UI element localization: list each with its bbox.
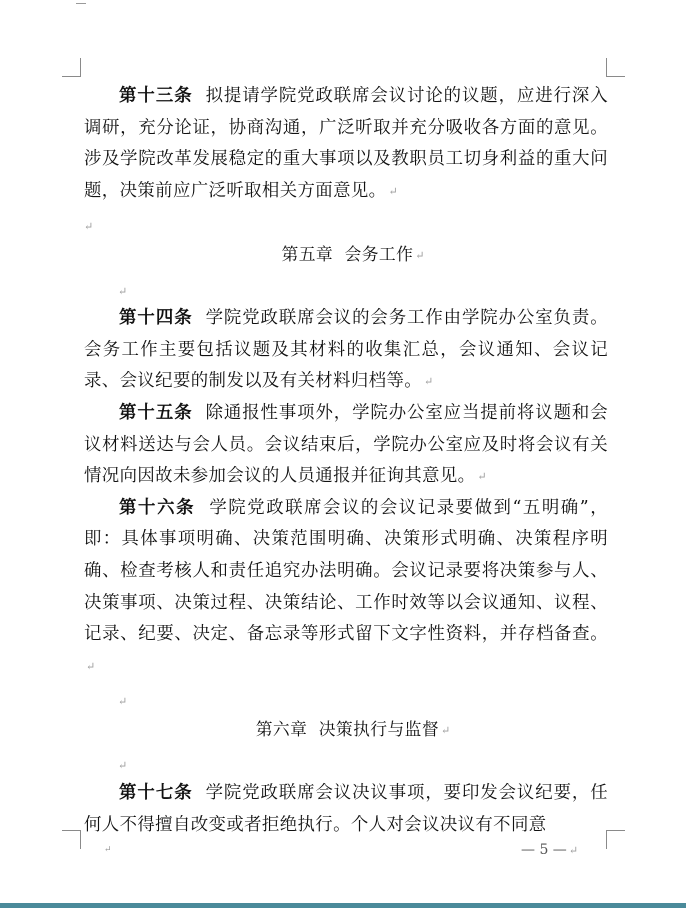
article-label: 第十七条 [119, 783, 193, 804]
paragraph-mark: ↵ [84, 220, 94, 234]
paragraph-mark: ↵ [118, 759, 128, 773]
article-gap [193, 783, 206, 803]
article-text: 拟提请学院党政联席会议讨论的议题，应进行深入调研，充分论证，协商沟通，广泛听取并充分吸收各方面的意见。涉及学院改革发展稳定的重大事项以及教职员工切身利益的重大问题，决策前应广泛听取相关方面意见。 [84, 86, 608, 201]
crop-mark-top-right [606, 58, 625, 77]
article-label: 第十三条 [119, 86, 193, 106]
chapter-heading-text: 第六章 决策执行与监督 [255, 718, 440, 739]
footer-mark: ↵ [104, 845, 112, 855]
article-paragraph [84, 778, 608, 841]
empty-paragraph [84, 272, 608, 304]
paragraph-mark: ↵ [86, 659, 96, 673]
paragraph-mark: ↵ [118, 284, 128, 298]
article-label: 第十五条 [119, 402, 193, 423]
window-bottom-strip [0, 903, 686, 908]
crop-mark-bottom-left [62, 830, 81, 849]
paragraph-mark: ↵ [118, 695, 128, 709]
paragraph-mark: ↵ [477, 470, 487, 484]
crop-mark-bottom-right [606, 830, 625, 849]
article-gap [193, 86, 206, 106]
article-paragraph [84, 303, 608, 398]
article-gap [193, 308, 206, 328]
document-body [84, 81, 608, 841]
paragraph-mark: ↵ [415, 248, 425, 262]
article-gap [193, 403, 206, 423]
chapter-heading-text: 第五章 会务工作 [281, 243, 414, 264]
article-paragraph [84, 81, 608, 207]
article-text: 除通报性事项外，学院办公室应当提前将议题和会议材料送达与会人员。会议结束后，学院办公室应及时将会议有关情况向因故未参加会议的人员通报并征询其意见。 [84, 402, 608, 487]
article-label: 第十四条 [119, 308, 193, 329]
paragraph-mark: ↵ [424, 375, 434, 389]
page-number [521, 842, 578, 858]
crop-mark-top-left [62, 58, 81, 77]
paragraph-mark: ↵ [568, 844, 579, 857]
article-paragraph [84, 493, 608, 683]
paragraph-mark: ↵ [441, 723, 451, 737]
article-text: 学院党政联席会议的会务工作由学院办公室负责。会务工作主要包括议题及其材料的收集汇总，会议通知、会议记录、会议纪要的制发以及有关材料归档等。 [84, 308, 608, 392]
empty-paragraph [84, 207, 608, 239]
page-top-mark [76, 0, 86, 4]
article-label: 第十六条 [119, 497, 196, 518]
article-text: 学院党政联席会议决议事项，要印发会议纪要，任何人不得擅自改变或者拒绝执行。个人对会议决议有不同意 [84, 783, 608, 835]
article-gap [195, 498, 209, 518]
page-number-text: — 5 — [521, 842, 567, 858]
empty-paragraph [84, 746, 608, 778]
paragraph-mark: ↵ [388, 184, 398, 198]
empty-paragraph [84, 682, 608, 714]
article-paragraph [84, 398, 608, 493]
article-text: 学院党政联席会议的会议记录要做到“五明确”，即：具体事项明确、决策范围明确、决策形式明确、决策程序明确、检查考核人和责任追究办法明确。会议记录要将决策参与人、决策事项、决策过程、决策结论、工作时效等以会议通知、议程、记录、纪要、决定、备忘录等形式留下文字性资料，并存档备查。 [84, 497, 608, 645]
chapter-heading [84, 239, 608, 272]
chapter-heading [84, 714, 608, 747]
